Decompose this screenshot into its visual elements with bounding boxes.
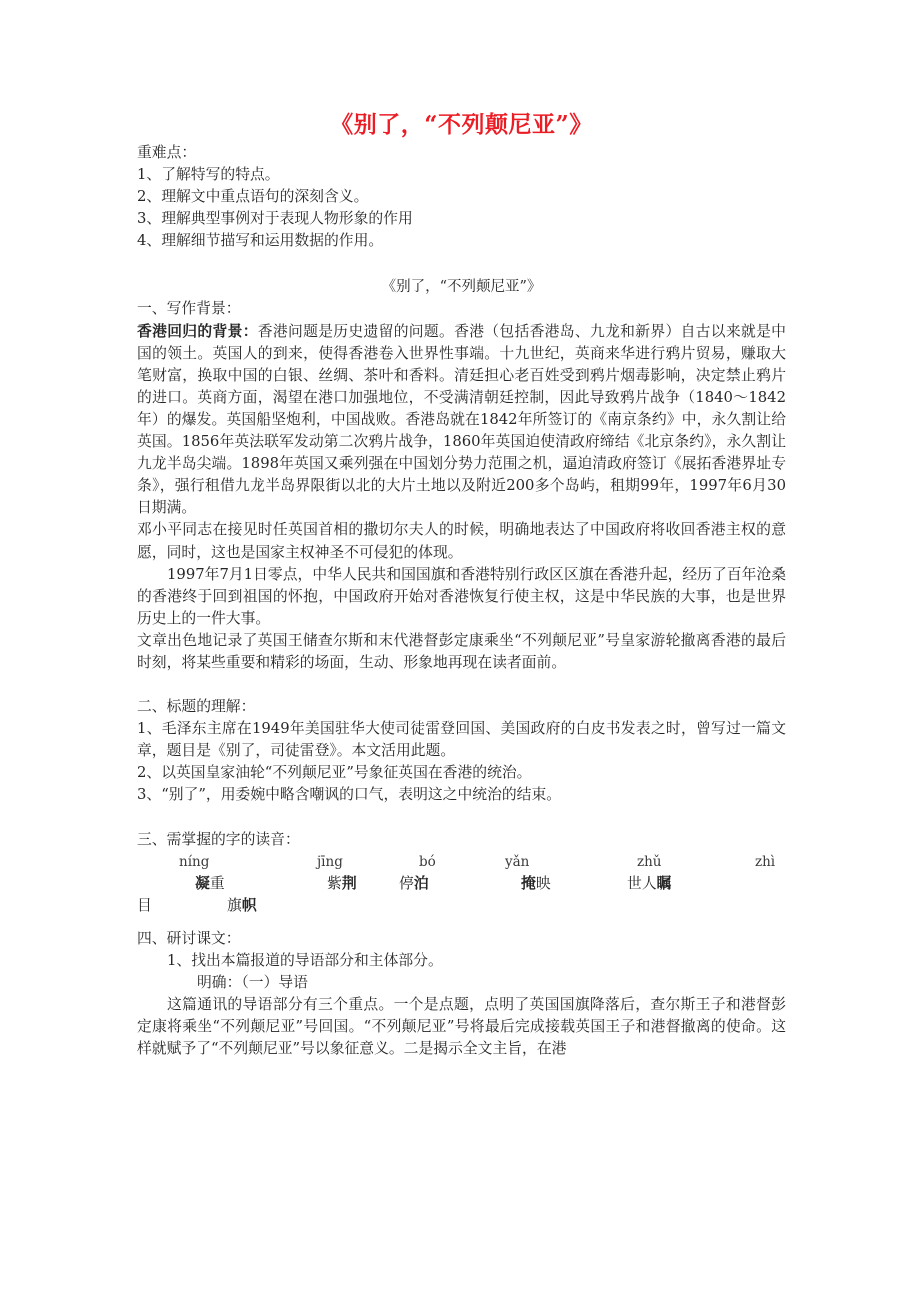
word-0 [195, 873, 225, 895]
char: 世 [627, 874, 642, 892]
spacer [137, 252, 786, 274]
spacer [137, 917, 786, 928]
pinyin-5: zhì [755, 853, 776, 870]
char: 停 [399, 874, 414, 892]
background-paragraph-text: 香港问题是历史遗留的问题。香港（包括香港岛、九龙和新界）自古以来就是中国的领土。英国人的到来，使得香港卷入世界性事端。十九世纪，英商来华进行鸦片贸易，赚取大笔财富，换取中国的白银、丝绸、茶叶和香料。清廷担心老百姓受到鸦片烟毒影响，决定禁止鸦片的进口。英商方面，渴望在港口加强地位，不受满清朝廷控制，因此导致鸦片战争（1840～1842年）的爆发。英国船坚炮利，中国战败。香港岛就在1842年所签订的《南京条约》中，永久割让给英国。1856年英法联军发动第二次鸦片战争，1860年英国迫使清政府缔结《北京条约》，永久割让九龙半岛尖端。1898年英国又乘列强在中国划分势力范围之机，逼迫清政府签订《展拓香港界址专条》，强行租借九龙半岛界限街以北的大片土地以及附近200多个岛屿，租期99年，1997年6月30日期满。 [137, 322, 786, 517]
pinyin-4: zhǔ [637, 853, 662, 870]
spacer [137, 674, 786, 696]
key-point-item-4: 4、理解细节描写和运用数据的作用。 [137, 232, 384, 250]
study-question-1: 1、找出本篇报道的导语部分和主体部分。 [167, 951, 443, 969]
title-understanding-item-3: 3、“别了”，用委婉中略含嘲讽的口气，表明这之中统治的结束。 [137, 786, 562, 804]
spacer [137, 807, 786, 829]
pinyin-row [137, 851, 786, 873]
wrap-word [227, 895, 257, 917]
key-point-item-1: 1、了解特写的特点。 [137, 166, 280, 184]
key-point-item-3: 3、理解典型事例对于表现人物形象的作用 [137, 210, 413, 228]
study-answer-body: 这篇通讯的导语部分有三个重点。一个是点题，点明了英国国旗降落后，查尔斯王子和港督彭定康将乘坐“不列颠尼亚”号回国。“不列颠尼亚”号将最后完成接载英国王子和港督撤离的使命。这样就赋予了“不列颠尼亚”号以象征意义。二是揭示全文主旨，在港 [137, 995, 786, 1058]
key-point-item-2: 2、理解文中重点语句的深刻含义。 [137, 188, 369, 206]
deng-xiaoping-paragraph: 邓小平同志在接见时任英国首相的撒切尔夫人的时候，明确地表达了中国政府将收回香港主权的意愿，同时，这也是国家主权神圣不可侵犯的体现。 [137, 521, 786, 561]
article-summary-paragraph: 文章出色地记录了英国王储查尔斯和末代港督彭定康乘坐“不列颠尼亚”号皇家游轮撤离香港的最后时刻，将某些重要和精彩的场面，生动、形象地再现在读者面前。 [137, 631, 786, 671]
char: 旗 [227, 896, 242, 914]
word-4 [627, 873, 671, 895]
char: 帜 [241, 896, 257, 914]
pronunciation-table [137, 851, 786, 917]
pinyin-1: jīng [317, 853, 343, 870]
char: 重 [209, 874, 225, 892]
hanzi-row [137, 873, 786, 895]
section-two-heading: 二、标题的理解： [137, 698, 256, 716]
document-content [137, 0, 786, 1060]
char: 凝 [195, 874, 210, 892]
char: 映 [535, 874, 551, 892]
char: 紫 [327, 874, 342, 892]
char: 掩 [521, 874, 536, 892]
handover-paragraph: 1997年7月1日零点，中华人民共和国国旗和香港特别行政区区旗在香港升起，经历了百年沧桑的香港终于回到祖国的怀抱，中国政府开始对香港恢复行使主权，这是中华民族的大事，也是世界历史上的一件大事。 [137, 565, 786, 627]
char: 人 [641, 874, 657, 892]
background-lead-bold: 香港回归的背景： [137, 322, 258, 340]
study-answer-label: 明确：（一）导语 [197, 973, 308, 991]
hanzi-wrap-row [137, 895, 786, 917]
page-title: 《别了，“不列颠尼亚”》 [330, 111, 593, 138]
word-1 [327, 873, 357, 895]
section-three-heading: 三、需掌握的字的读音： [137, 830, 300, 848]
section-four-heading: 四、研讨课文： [137, 929, 241, 947]
word-2 [399, 873, 429, 895]
char: 瞩 [656, 874, 672, 892]
key-points-heading: 重难点： [137, 144, 197, 161]
background-paragraph [137, 321, 786, 520]
document-subtitle: 《别了，“不列颠尼亚”》 [381, 279, 542, 296]
char: 泊 [413, 874, 429, 892]
pinyin-3: yǎn [505, 853, 530, 870]
wrap-leading-char: 目 [137, 896, 152, 914]
char: 荆 [341, 874, 357, 892]
word-3 [521, 873, 551, 895]
title-understanding-item-1: 1、毛泽东主席在1949年美国驻华大使司徒雷登回国、美国政府的白皮书发表之时，曾写过一篇文章，题目是《别了，司徒雷登》。本文活用此题。 [137, 720, 786, 760]
pinyin-0: níng [179, 853, 210, 870]
title-understanding-item-2: 2、以英国皇家油轮“不列颠尼亚”号象征英国在香港的统治。 [137, 764, 532, 782]
pinyin-2: bó [419, 853, 436, 870]
section-one-heading: 一、写作背景： [137, 300, 241, 318]
